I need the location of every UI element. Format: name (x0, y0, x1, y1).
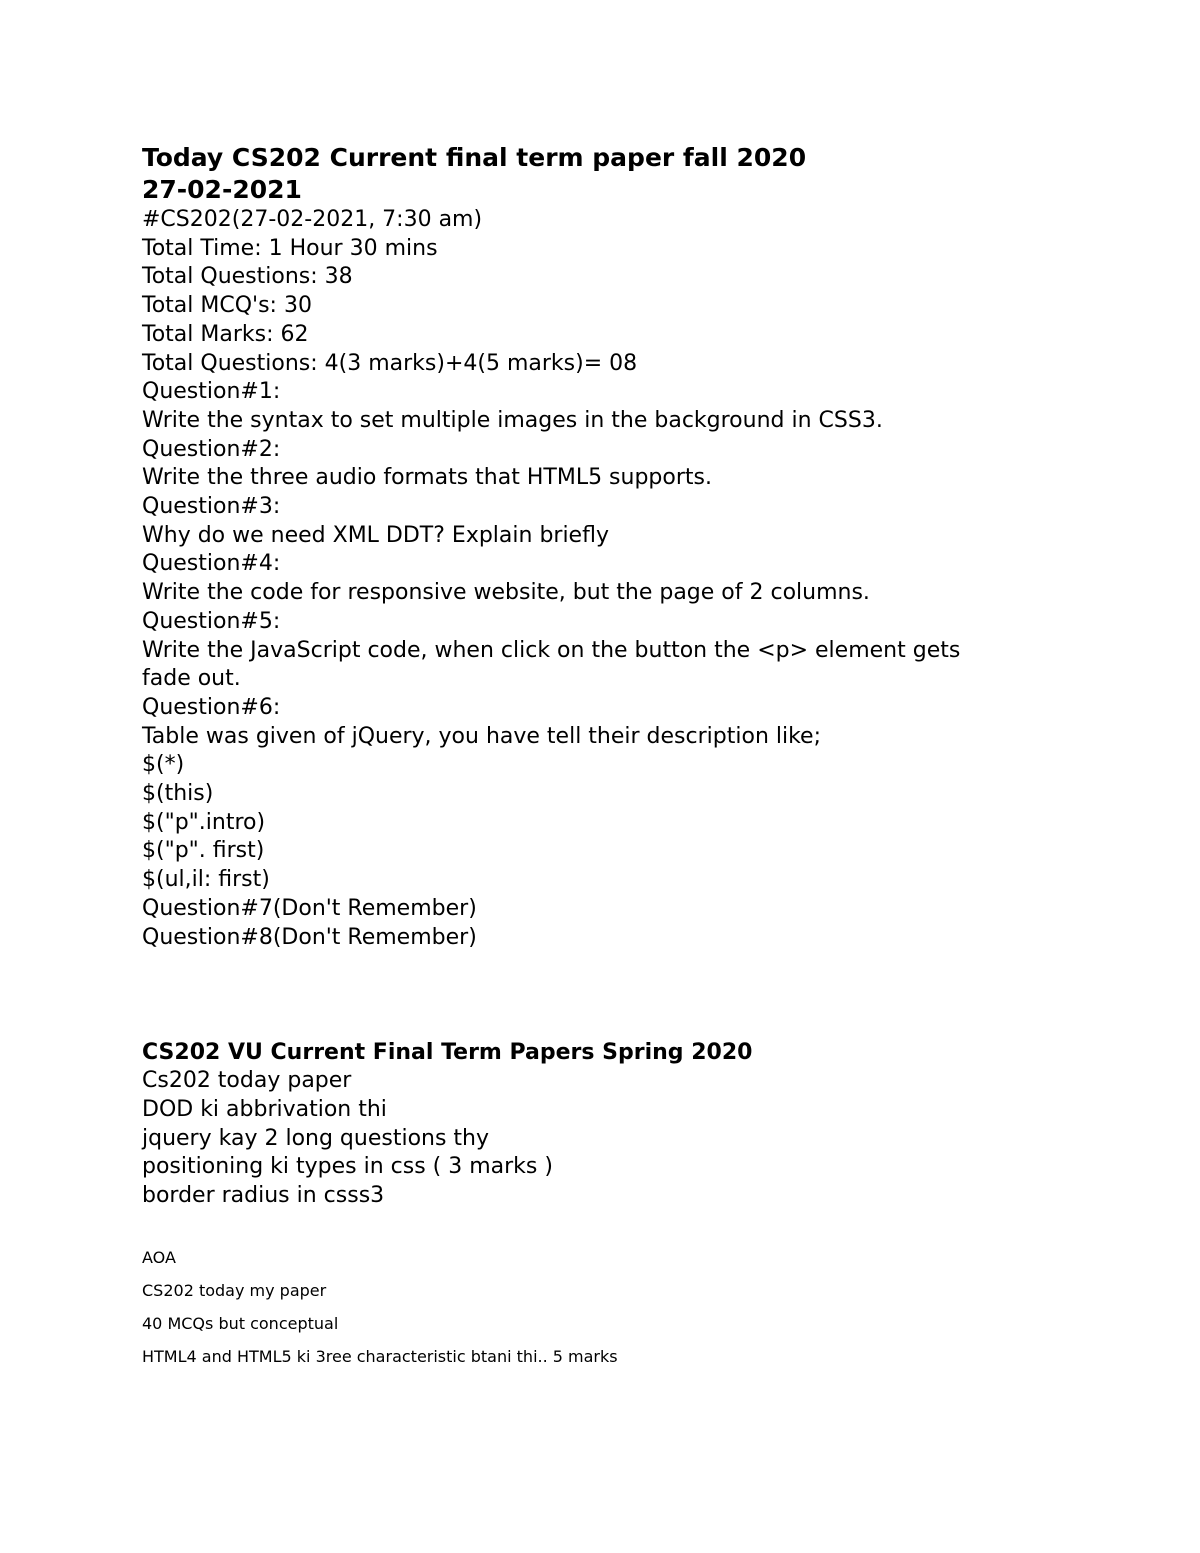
question-label: Question#6: (142, 694, 281, 720)
section-aoa (142, 1247, 1062, 1367)
question-text: Write the syntax to set multiple images in the background in CSS3. (142, 407, 883, 433)
question-label: Question#4: (142, 551, 281, 577)
heading-title-line2: 27-02-2021 (142, 175, 302, 204)
text-line: CS202 today my paper (142, 1280, 327, 1300)
code-line: $(ul,il: first) (142, 867, 270, 893)
heading-spring-2020: CS202 VU Current Final Term Papers Spring 2020 (142, 1040, 753, 1066)
code-line: $(this) (142, 781, 214, 807)
question-label: Question#1: (142, 379, 281, 405)
document-page (142, 142, 1062, 1379)
question-label: Question#3: (142, 494, 281, 520)
text-line: Cs202 today paper (142, 1068, 352, 1094)
text-line: Total MCQ's: 30 (142, 293, 312, 319)
question-label: Question#2: (142, 436, 281, 462)
question-text: Why do we need XML DDT? Explain briefly (142, 522, 609, 548)
text-line: #CS202(27-02-2021, 7:30 am) (142, 207, 483, 232)
question-label: Question#8(Don't Remember) (142, 924, 477, 950)
question-text: Write the code for responsive website, but the page of 2 columns. (142, 580, 870, 606)
question-label: Question#7(Don't Remember) (142, 895, 477, 921)
code-line: $("p".intro) (142, 809, 266, 835)
section-spring-2020 (142, 1039, 1062, 1211)
text-line: positioning ki types in css ( 3 marks ) (142, 1154, 553, 1180)
text-line: HTML4 and HTML5 ki 3ree characteristic btani thi.. 5 marks (142, 1346, 618, 1366)
text-line: Total Questions: 38 (142, 264, 353, 290)
text-line: DOD ki abbrivation thi (142, 1096, 387, 1122)
section-fall-2020 (142, 142, 1062, 952)
text-line: 40 MCQs but conceptual (142, 1313, 339, 1333)
question-text: Write the three audio formats that HTML5 supports. (142, 465, 712, 491)
code-line: $("p". first) (142, 838, 265, 864)
text-line: border radius in csss3 (142, 1183, 385, 1209)
heading-title-line1: Today CS202 Current final term paper fall 2020 (142, 143, 807, 172)
spacer (142, 952, 1062, 1039)
question-label: Question#5: (142, 608, 281, 634)
text-line: jquery kay 2 long questions thy (142, 1125, 490, 1151)
question-text: fade out. (142, 666, 241, 692)
spacer (142, 1211, 1062, 1247)
text-line: Total Marks: 62 (142, 321, 309, 347)
question-text: Write the JavaScript code, when click on the button the <p> element gets (142, 637, 961, 663)
text-line: AOA (142, 1247, 176, 1267)
text-line: Total Time: 1 Hour 30 mins (142, 235, 438, 261)
code-line: $(*) (142, 752, 185, 778)
text-line: Total Questions: 4(3 marks)+4(5 marks)= 08 (142, 350, 638, 376)
question-text: Table was given of jQuery, you have tell their description like; (142, 723, 822, 749)
